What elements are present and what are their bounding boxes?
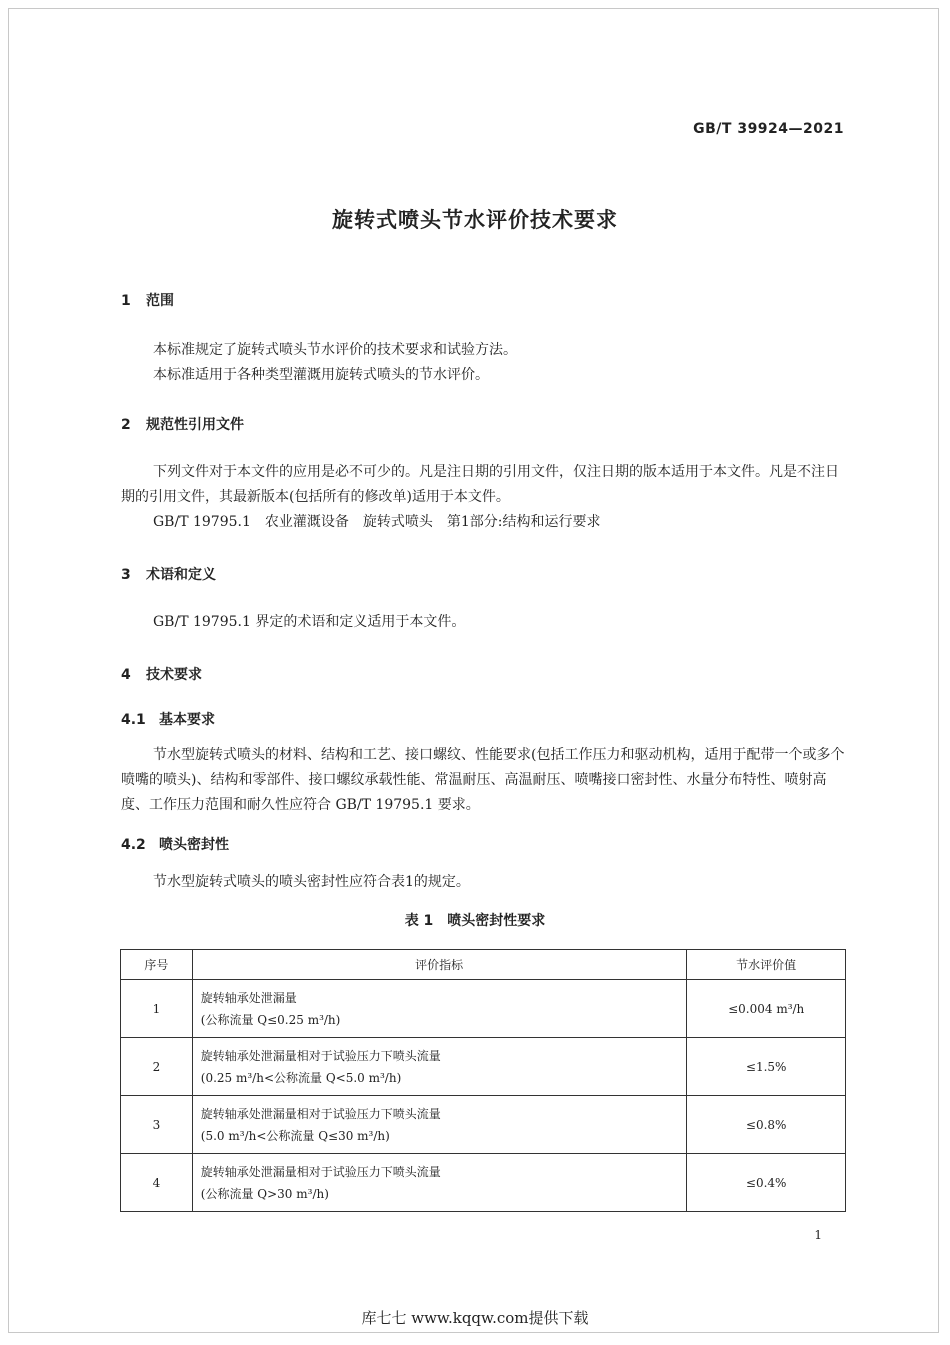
row-value: ≤0.8% xyxy=(687,1096,846,1154)
indicator-line-1: 旋转轴承处泄漏量相对于试验压力下喷头流量 xyxy=(200,1048,441,1063)
indicator-line-2: (5.0 m³/h<公称流量 Q≤30 m³/h) xyxy=(200,1128,390,1143)
indicator-line-2: (公称流量 Q≤0.25 m³/h) xyxy=(200,1012,341,1027)
section-4-2-paragraph: 节水型旋转式喷头的喷头密封性应符合表1的规定。 xyxy=(153,874,470,890)
table-row xyxy=(121,1038,846,1096)
row-indicator xyxy=(192,1154,687,1212)
download-footer: 库七七 www.kqqw.com提供下载 xyxy=(361,1309,589,1327)
section-2-heading xyxy=(121,414,244,434)
row-value: ≤1.5% xyxy=(687,1038,846,1096)
row-value: ≤0.4% xyxy=(687,1154,846,1212)
row-number: 3 xyxy=(121,1096,193,1154)
section-4-1-heading xyxy=(121,709,215,729)
section-2-paragraph: 下列文件对于本文件的应用是必不可少的。凡是注日期的引用文件，仅注日期的版本适用于本文件。凡是不注日期的引用文件，其最新版本(包括所有的修改单)适用于本文件。 xyxy=(121,464,839,505)
section-1-heading xyxy=(121,290,174,310)
section-number: 3 xyxy=(121,567,131,583)
row-indicator xyxy=(192,980,687,1038)
indicator-line-1: 旋转轴承处泄漏量相对于试验压力下喷头流量 xyxy=(200,1106,441,1121)
section-4-heading xyxy=(121,664,202,684)
header-no: 序号 xyxy=(121,950,193,980)
row-number: 1 xyxy=(121,980,193,1038)
indicator-line-1: 旋转轴承处泄漏量相对于试验压力下喷头流量 xyxy=(200,1164,441,1179)
section-title: 范围 xyxy=(146,293,174,309)
section-title: 基本要求 xyxy=(159,712,215,728)
row-indicator xyxy=(192,1096,687,1154)
page-number: 1 xyxy=(814,1228,822,1242)
section-number: 4.2 xyxy=(121,837,146,853)
table-row xyxy=(121,1154,846,1212)
section-title: 技术要求 xyxy=(146,667,202,683)
row-indicator xyxy=(192,1038,687,1096)
section-4-2-heading xyxy=(121,834,229,854)
table-row xyxy=(121,1096,846,1154)
table-header-row xyxy=(121,950,846,980)
section-3-paragraph: GB/T 19795.1 界定的术语和定义适用于本文件。 xyxy=(153,614,466,630)
section-1-paragraph-1: 本标准规定了旋转式喷头节水评价的技术要求和试验方法。 xyxy=(153,342,517,358)
table-title: 表 1 喷头密封性要求 xyxy=(404,913,546,929)
header-indicator: 评价指标 xyxy=(192,950,687,980)
header-value: 节水评价值 xyxy=(687,950,846,980)
section-3-heading xyxy=(121,564,216,584)
section-title: 术语和定义 xyxy=(146,567,216,583)
section-title: 规范性引用文件 xyxy=(146,417,244,433)
standard-code: GB/T 39924—2021 xyxy=(693,121,844,137)
section-title: 喷头密封性 xyxy=(159,837,229,853)
section-number: 1 xyxy=(121,293,131,309)
section-4-1-paragraph: 节水型旋转式喷头的材料、结构和工艺、接口螺纹、性能要求(包括工作压力和驱动机构，适用于配带一个或多个喷嘴的喷头)、结构和零部件、接口螺纹承载性能、常温耐压、高温耐压、喷嘴接口密封性、水量分布特性、喷射高度、工作压力范围和耐久性应符合 GB/T 19795.1 要求。 xyxy=(121,747,845,813)
indicator-line-2: (公称流量 Q>30 m³/h) xyxy=(200,1186,329,1201)
sealing-requirements-table xyxy=(120,949,846,1212)
section-number: 4 xyxy=(121,667,131,683)
document-title: 旋转式喷头节水评价技术要求 xyxy=(332,208,618,232)
indicator-line-2: (0.25 m³/h<公称流量 Q<5.0 m³/h) xyxy=(200,1070,402,1085)
indicator-line-1: 旋转轴承处泄漏量 xyxy=(200,990,297,1005)
table-row xyxy=(121,980,846,1038)
section-number: 4.1 xyxy=(121,712,146,728)
section-number: 2 xyxy=(121,417,131,433)
row-number: 2 xyxy=(121,1038,193,1096)
row-value: ≤0.004 m³/h xyxy=(687,980,846,1038)
section-1-paragraph-2: 本标准适用于各种类型灌溉用旋转式喷头的节水评价。 xyxy=(153,367,489,383)
row-number: 4 xyxy=(121,1154,193,1212)
normative-reference: GB/T 19795.1 农业灌溉设备 旋转式喷头 第1部分:结构和运行要求 xyxy=(153,514,601,530)
